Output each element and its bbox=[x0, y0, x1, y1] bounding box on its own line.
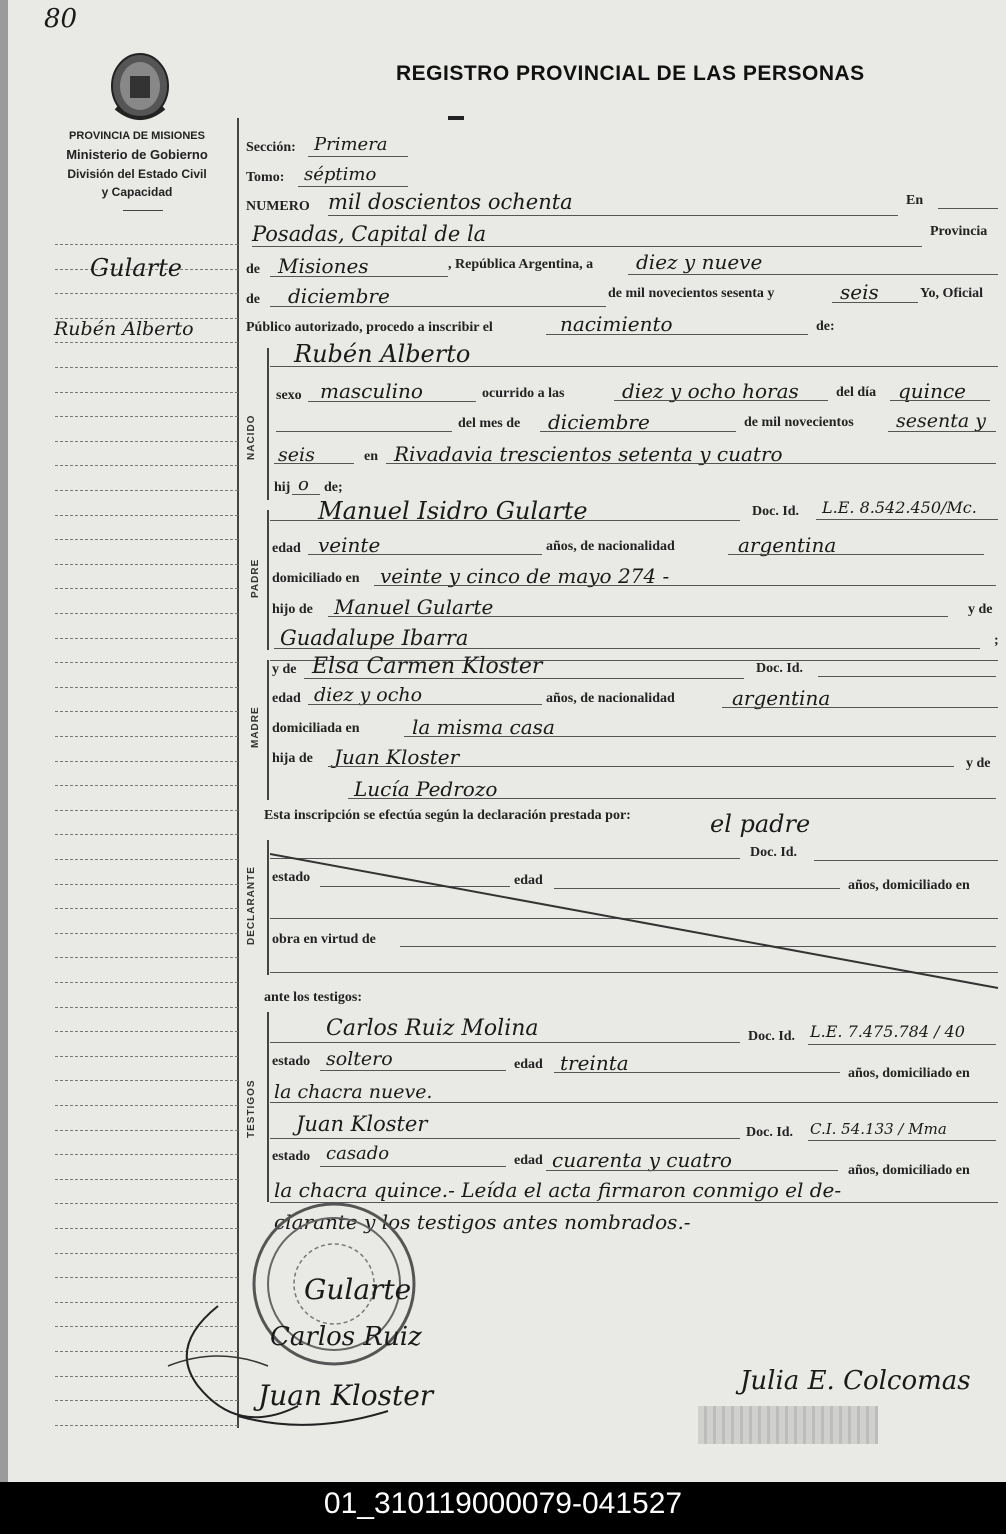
witness1-estado-value: soltero bbox=[326, 1048, 393, 1070]
margin-note-surname: Gularte bbox=[90, 254, 182, 282]
cancellation-slash bbox=[270, 840, 1000, 990]
birth-year-a: sesenta y bbox=[896, 410, 986, 432]
father-nac-value: argentina bbox=[738, 533, 837, 557]
witness1-dom-value: la chacra nueve. bbox=[274, 1081, 433, 1103]
margin-rule-line bbox=[55, 1154, 238, 1155]
margin-rule-line bbox=[55, 957, 238, 958]
hour-value: diez y ocho horas bbox=[622, 379, 799, 403]
oficial-label: Yo, Oficial bbox=[920, 286, 983, 301]
birth-place-value: Rivadavia trescientos setenta y cuatro bbox=[394, 442, 783, 466]
mother-dom-value: la misma casa bbox=[412, 715, 555, 739]
seccion-label: Sección: bbox=[246, 140, 296, 155]
mother-edad-value: diez y ocho bbox=[314, 684, 423, 706]
padre-section-label: PADRE bbox=[250, 558, 261, 598]
witness1-estado-label: estado bbox=[272, 1054, 311, 1069]
birth-year-b: seis bbox=[278, 444, 315, 466]
closing-line-2: clarante y los testigos antes nombrados.- bbox=[274, 1210, 691, 1234]
testigos-bracket bbox=[267, 1012, 269, 1202]
mother-y-de-label-2: y de bbox=[966, 756, 991, 771]
margin-rule-line bbox=[55, 884, 238, 885]
father-edad-value: veinte bbox=[318, 533, 381, 557]
office-line-2: Ministerio de Gobierno bbox=[66, 147, 208, 162]
margin-rule-line bbox=[55, 638, 238, 639]
madre-section-label: MADRE bbox=[250, 706, 261, 748]
margin-rule-line bbox=[55, 490, 238, 491]
margin-rule-line bbox=[55, 761, 238, 762]
de-label-1: de bbox=[246, 262, 260, 277]
signature-father: Gularte bbox=[304, 1273, 412, 1306]
father-dom-label: domiciliado en bbox=[272, 571, 360, 586]
page-title: REGISTRO PROVINCIAL DE LAS PERSONAS bbox=[396, 62, 865, 85]
image-identifier: 01_310119000079-041527 bbox=[323, 1487, 683, 1520]
padre-bracket bbox=[267, 510, 269, 650]
witness1-doc-label: Doc. Id. bbox=[748, 1029, 796, 1044]
paternal-grandmother: Guadalupe Ibarra bbox=[280, 626, 469, 650]
margin-rule-line bbox=[55, 342, 238, 343]
child-name: Rubén Alberto bbox=[294, 340, 471, 368]
margin-rule-line bbox=[55, 834, 238, 835]
father-doc-value: L.E. 8.542.450/Mc. bbox=[822, 498, 977, 517]
witness2-doc-value: C.I. 54.133 / Mma bbox=[810, 1120, 947, 1138]
del-mes-label: del mes de bbox=[458, 416, 521, 431]
margin-rule-line bbox=[55, 1056, 238, 1057]
mother-hija-label: hija de bbox=[272, 751, 313, 766]
margin-rule-line bbox=[55, 416, 238, 417]
office-line-3: División del Estado Civil bbox=[67, 167, 207, 181]
witness2-edad-value: cuarenta y cuatro bbox=[552, 1148, 732, 1172]
mother-nac-label: años, de nacionalidad bbox=[546, 691, 675, 706]
margin-rule-line bbox=[55, 1105, 238, 1106]
testigos-intro: ante los testigos: bbox=[264, 990, 362, 1005]
margin-rule-line bbox=[55, 465, 238, 466]
father-y-de-label: y de bbox=[968, 602, 993, 617]
declarante-bracket bbox=[267, 840, 269, 975]
official-stamp bbox=[698, 1406, 878, 1444]
father-hijo-label: hijo de bbox=[272, 602, 313, 617]
witness2-name: Juan Kloster bbox=[296, 1112, 428, 1136]
father-name: Manuel Isidro Gularte bbox=[318, 497, 588, 525]
margin-rule-line bbox=[55, 244, 238, 245]
sexo-value: masculino bbox=[320, 379, 423, 403]
margin-divider bbox=[237, 118, 239, 1428]
margin-rule-line bbox=[55, 736, 238, 737]
declarante-anos-label: años, domiciliado en bbox=[848, 878, 970, 893]
declarante-section-label: DECLARANTE bbox=[246, 866, 257, 945]
page-number: 80 bbox=[44, 4, 78, 34]
year-value: seis bbox=[840, 280, 879, 304]
signature-witness2: Juan Kloster bbox=[258, 1379, 434, 1412]
mother-name: Elsa Carmen Kloster bbox=[312, 654, 543, 679]
de-label-2: de bbox=[246, 292, 260, 307]
year-label: de mil novecientos sesenta y bbox=[608, 286, 775, 301]
seccion-value: Primera bbox=[314, 134, 388, 155]
witness2-estado-value: casado bbox=[326, 1143, 390, 1164]
witness2-doc-label: Doc. Id. bbox=[746, 1125, 794, 1140]
margin-rule-line bbox=[55, 711, 238, 712]
de-colon-label: de: bbox=[816, 319, 835, 334]
month-value: diciembre bbox=[288, 284, 390, 308]
margin-rule-line bbox=[55, 539, 238, 540]
margin-rule-line bbox=[55, 1203, 238, 1204]
closing-line-1: la chacra quince.- Leída el acta firmaron conmigo el de- bbox=[274, 1178, 842, 1202]
en-label: En bbox=[906, 193, 924, 208]
mother-nac-value: argentina bbox=[732, 686, 831, 710]
margin-rule-line bbox=[55, 1179, 238, 1180]
maternal-grandmother: Lucía Pedrozo bbox=[354, 777, 498, 801]
margin-rule-line bbox=[55, 1080, 238, 1081]
provincia-label: Provincia bbox=[930, 224, 988, 239]
act-type-value: nacimiento bbox=[560, 312, 673, 336]
paternal-grandfather: Manuel Gularte bbox=[334, 595, 494, 619]
margin-rule-line bbox=[55, 1031, 238, 1032]
del-dia-label: del día bbox=[836, 385, 877, 400]
declarante-doc-label: Doc. Id. bbox=[750, 845, 798, 860]
sexo-label: sexo bbox=[276, 388, 302, 403]
mother-doc-label: Doc. Id. bbox=[756, 661, 804, 676]
witness2-edad-label: edad bbox=[514, 1153, 543, 1168]
maternal-grandfather: Juan Kloster bbox=[334, 745, 460, 769]
declaracion-value: el padre bbox=[710, 810, 811, 838]
book-spine bbox=[0, 0, 8, 1482]
margin-rule-line bbox=[55, 1228, 238, 1229]
margin-rule-line bbox=[55, 859, 238, 860]
margin-rule-line bbox=[55, 564, 238, 565]
margin-rule-line bbox=[55, 392, 238, 393]
hij-label: hij bbox=[274, 480, 291, 495]
signature-official: Julia E. Colcomas bbox=[740, 1366, 971, 1396]
office-line-4: y Capacidad bbox=[101, 185, 173, 199]
ocurrido-label: ocurrido a las bbox=[482, 386, 565, 401]
publico-label: Público autorizado, procedo a inscribir el bbox=[246, 320, 493, 335]
margin-rule-line bbox=[55, 367, 238, 368]
margin-rule-line bbox=[55, 662, 238, 663]
declarante-estado-label: estado bbox=[272, 870, 311, 885]
margin-rule-line bbox=[55, 785, 238, 786]
signature-flourish bbox=[158, 1286, 458, 1446]
mother-y-de-label: y de bbox=[272, 662, 297, 677]
father-edad-label: edad bbox=[272, 541, 301, 556]
margin-rule-line bbox=[55, 908, 238, 909]
declarante-edad-label: edad bbox=[514, 873, 543, 888]
republica-label: , República Argentina, a bbox=[448, 257, 594, 272]
declaracion-label: Esta inscripción se efectúa según la declaración prestada por: bbox=[264, 808, 631, 823]
hij-de-label: de; bbox=[324, 480, 343, 495]
witness2-estado-label: estado bbox=[272, 1149, 311, 1164]
margin-rule-line bbox=[55, 441, 238, 442]
witness1-edad-label: edad bbox=[514, 1057, 543, 1072]
numero-label: NUMERO bbox=[246, 199, 310, 214]
father-dom-value: veinte y cinco de mayo 274 - bbox=[380, 564, 670, 588]
witness1-edad-value: treinta bbox=[560, 1051, 629, 1075]
header-divider bbox=[123, 210, 163, 211]
place-value: Posadas, Capital de la bbox=[252, 222, 487, 246]
margin-rule-line bbox=[55, 588, 238, 589]
father-nac-label: años, de nacionalidad bbox=[546, 539, 675, 554]
margin-rule-line bbox=[55, 687, 238, 688]
day-value: diez y nueve bbox=[636, 250, 763, 274]
tomo-label: Tomo: bbox=[246, 170, 285, 185]
margin-note-given-names: Rubén Alberto bbox=[54, 318, 194, 340]
declarante-obra-label: obra en virtud de bbox=[272, 932, 376, 947]
witness2-anos-label: años, domiciliado en bbox=[848, 1163, 970, 1178]
testigos-section-label: TESTIGOS bbox=[246, 1079, 257, 1138]
margin-rule-line bbox=[55, 1130, 238, 1131]
margin-rule-line bbox=[55, 515, 238, 516]
document-page bbox=[8, 0, 1006, 1482]
hij-value: o bbox=[298, 474, 309, 495]
ink-mark bbox=[448, 116, 464, 120]
margin-rule-line bbox=[55, 1253, 238, 1254]
semicolon: ; bbox=[994, 633, 999, 648]
coat-of-arms-emblem bbox=[108, 52, 172, 124]
father-doc-label: Doc. Id. bbox=[752, 504, 800, 519]
margin-rule-line bbox=[55, 1277, 238, 1278]
margin-rule-line bbox=[55, 613, 238, 614]
birth-day-value: quince bbox=[898, 379, 966, 403]
numero-value: mil doscientos ochenta bbox=[328, 190, 573, 214]
witness1-name: Carlos Ruiz Molina bbox=[326, 1016, 539, 1041]
witness1-doc-value: L.E. 7.475.784 / 40 bbox=[810, 1022, 965, 1041]
margin-rule-line bbox=[55, 293, 238, 294]
signature-witness1: Carlos Ruiz bbox=[270, 1322, 422, 1352]
tomo-value: séptimo bbox=[304, 164, 377, 185]
office-line-1: PROVINCIA DE MISIONES bbox=[69, 130, 205, 142]
margin-rule-line bbox=[55, 810, 238, 811]
madre-bracket bbox=[267, 660, 269, 800]
margin-rule-line bbox=[55, 1007, 238, 1008]
margin-rule-line bbox=[55, 933, 238, 934]
witness1-anos-label: años, domiciliado en bbox=[848, 1066, 970, 1081]
nacido-section-label: NACIDO bbox=[246, 414, 257, 460]
birth-en-label: en bbox=[364, 449, 378, 464]
mother-dom-label: domiciliada en bbox=[272, 721, 360, 736]
nacido-bracket bbox=[267, 348, 269, 500]
mother-edad-label: edad bbox=[272, 691, 301, 706]
birth-month-value: diciembre bbox=[548, 410, 650, 434]
mil-novecientos-label: de mil novecientos bbox=[744, 415, 854, 430]
margin-rule-line bbox=[55, 982, 238, 983]
province-value: Misiones bbox=[278, 254, 369, 278]
